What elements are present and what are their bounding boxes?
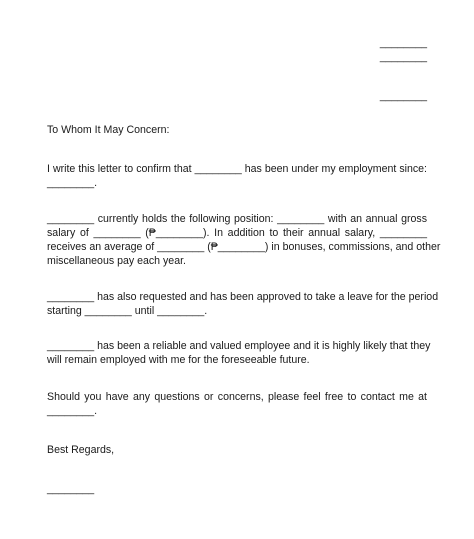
paragraph-5-line-1: Should you have any questions or concerns, please feel free to contact me at [47, 391, 427, 403]
paragraph-1-line-1: I write this letter to confirm that ________ has been under my employment since: [47, 163, 427, 175]
header-blank-2: ________ [379, 51, 427, 63]
closing: Best Regards, [47, 444, 115, 456]
paragraph-4-line-1: ________ has been a reliable and valued employee and it is highly likely that they [47, 340, 431, 352]
paragraph-2-line-1: ________ currently holds the following position: ________ with an annual gross [47, 213, 427, 225]
paragraph-2-line-4: miscellaneous pay each year. [47, 255, 186, 267]
paragraph-3-line-1: ________ has also requested and has been approved to take a leave for the period [47, 291, 439, 303]
header-blank-3: ________ [379, 90, 427, 102]
paragraph-2-line-3: receives an average of ________ (₱________) in bonuses, commissions, and other [47, 241, 441, 253]
header-blank-1: ________ [379, 37, 427, 49]
paragraph-2-line-2: salary of ________ (₱________). In addition to their annual salary, ________ [47, 227, 427, 239]
paragraph-1-line-2: ________. [47, 177, 98, 189]
paragraph-3-line-2: starting ________ until ________. [47, 305, 208, 317]
paragraph-4-line-2: will remain employed with me for the foreseeable future. [47, 354, 310, 366]
salutation: To Whom It May Concern: [47, 124, 170, 136]
paragraph-5-line-2: ________. [47, 405, 98, 417]
signature-blank: ________ [47, 483, 95, 495]
